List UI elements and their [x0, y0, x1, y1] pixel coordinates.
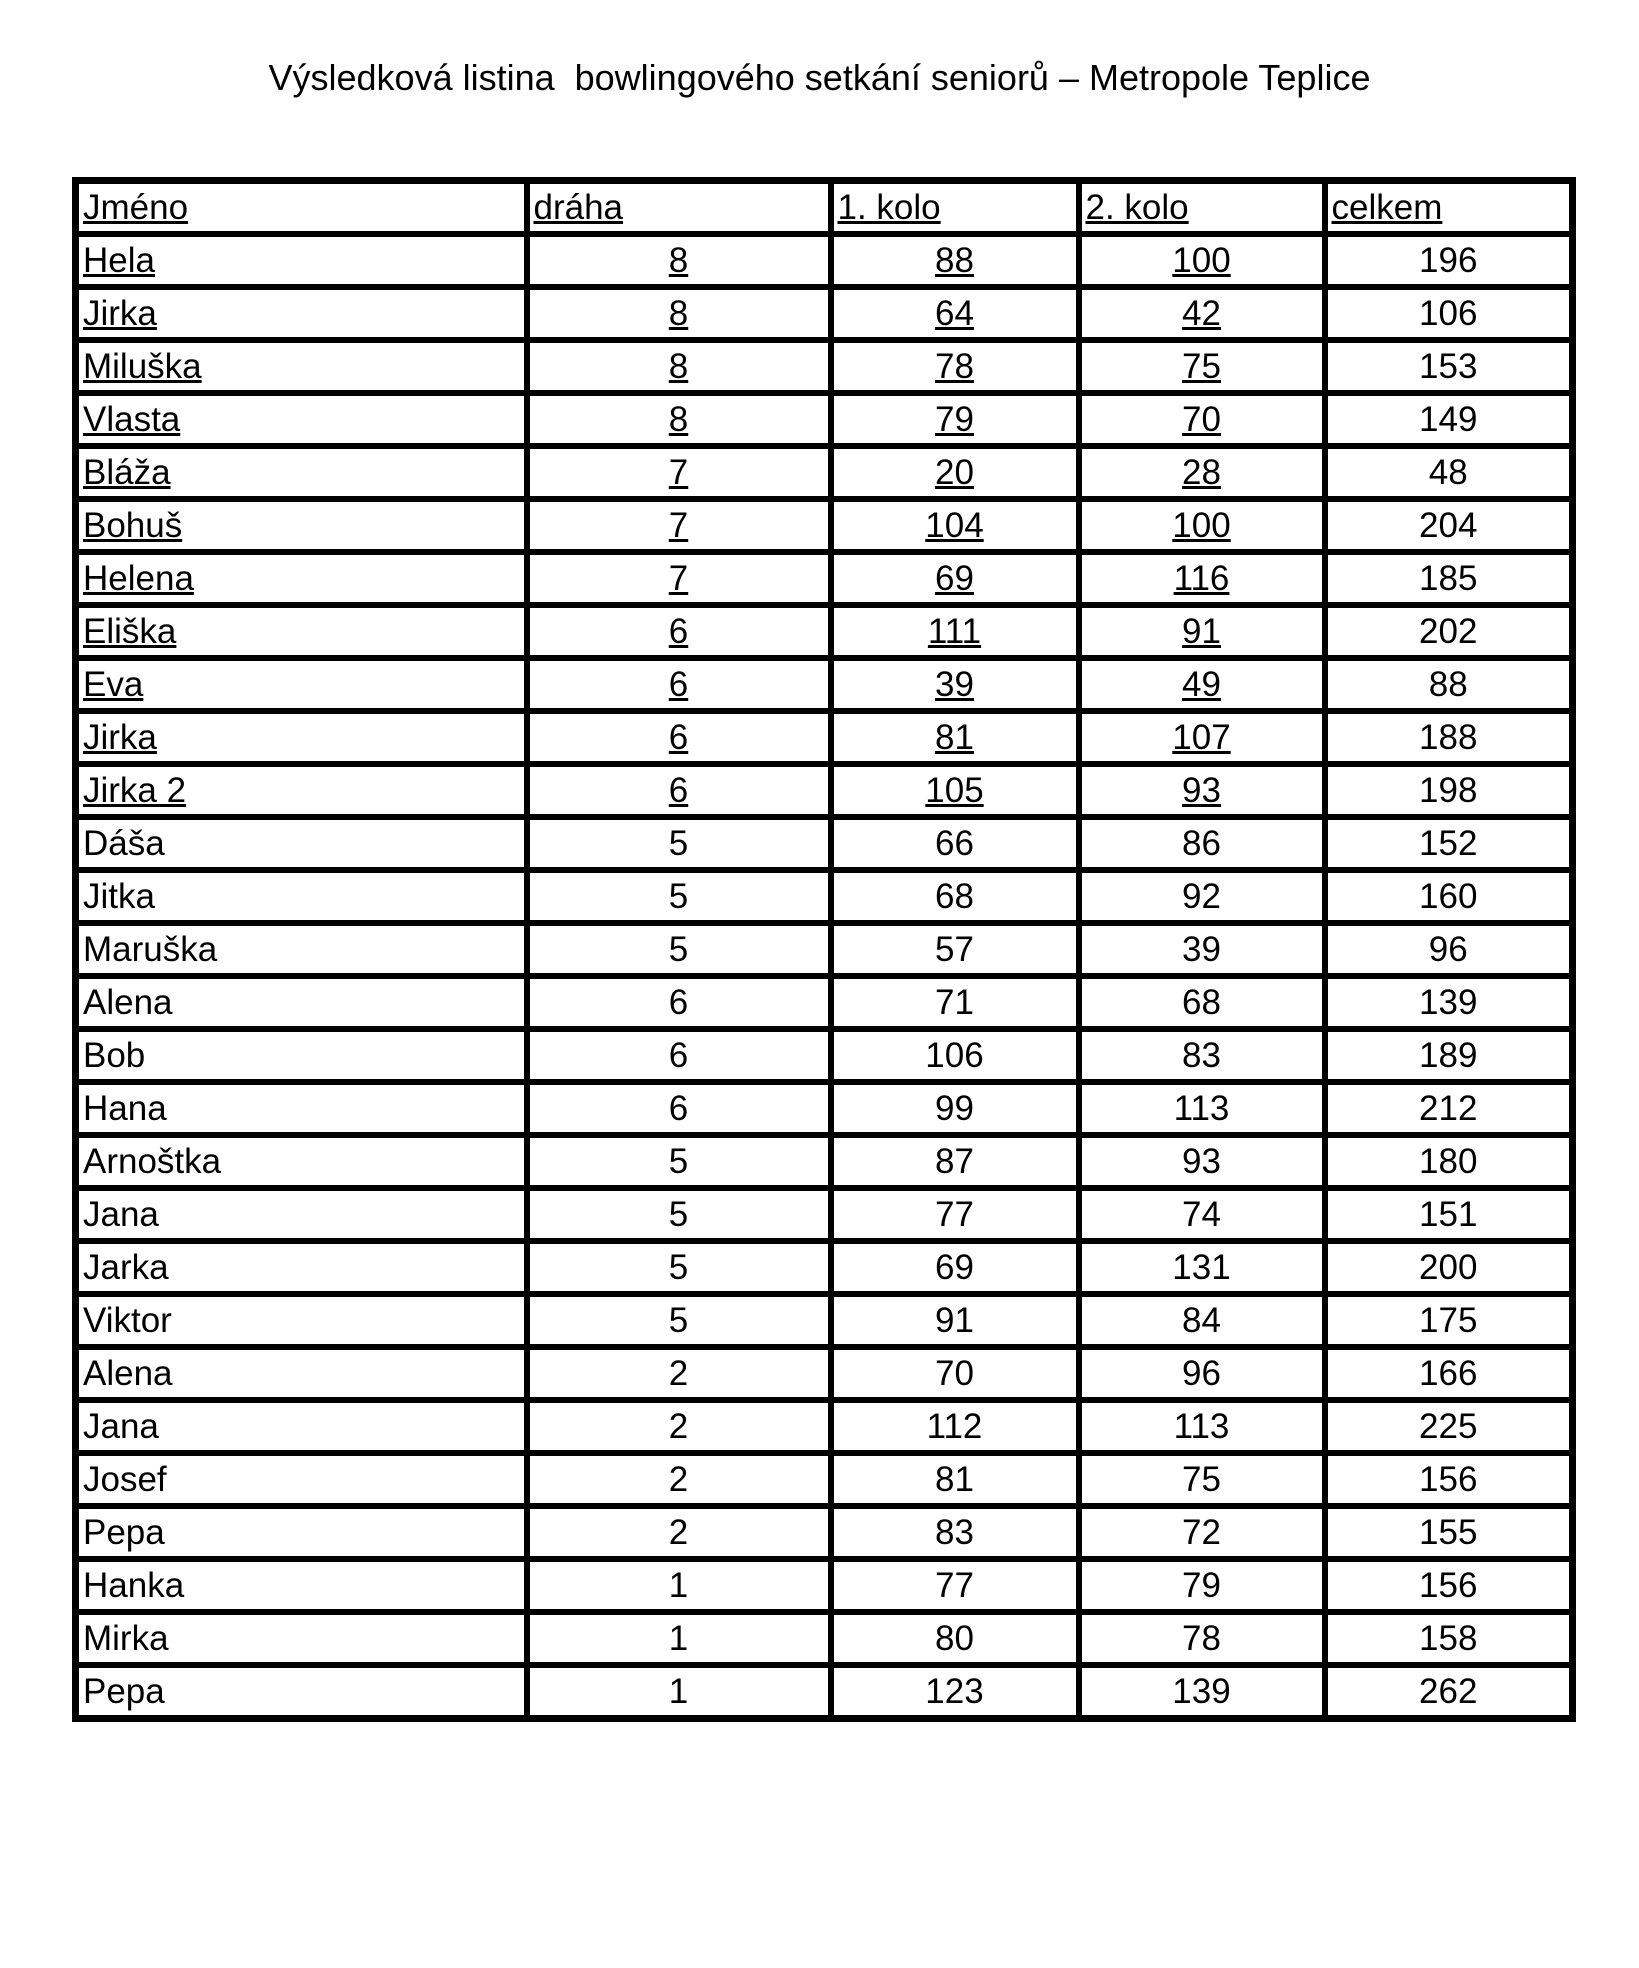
- cell-round-1: 79: [831, 393, 1079, 446]
- cell-name: Maruška: [76, 923, 527, 976]
- table-row: [76, 1294, 1573, 1347]
- cell-name: Hela: [76, 234, 527, 287]
- cell-name: Jarka: [76, 1241, 527, 1294]
- cell-total: 160: [1325, 870, 1573, 923]
- cell-round-1: 71: [831, 976, 1079, 1029]
- cell-round-1: 64: [831, 287, 1079, 340]
- cell-round-2: 78: [1079, 1612, 1325, 1665]
- table-row: [76, 1029, 1573, 1082]
- cell-lane: 8: [527, 340, 831, 393]
- cell-total: 204: [1325, 499, 1573, 552]
- cell-total: 106: [1325, 287, 1573, 340]
- cell-round-2: 72: [1079, 1506, 1325, 1559]
- cell-name: Miluška: [76, 340, 527, 393]
- cell-total: 180: [1325, 1135, 1573, 1188]
- cell-round-2: 68: [1079, 976, 1325, 1029]
- cell-name: Alena: [76, 1347, 527, 1400]
- cell-name: Jana: [76, 1188, 527, 1241]
- header-lane: dráha: [527, 181, 831, 235]
- cell-round-1: 105: [831, 764, 1079, 817]
- cell-name: Josef: [76, 1453, 527, 1506]
- cell-name: Bohuš: [76, 499, 527, 552]
- cell-lane: 5: [527, 1135, 831, 1188]
- cell-total: 139: [1325, 976, 1573, 1029]
- table-row: [76, 1241, 1573, 1294]
- cell-total: 188: [1325, 711, 1573, 764]
- cell-round-1: 106: [831, 1029, 1079, 1082]
- table-row: [76, 1559, 1573, 1612]
- cell-total: 158: [1325, 1612, 1573, 1665]
- cell-round-1: 104: [831, 499, 1079, 552]
- table-row: [76, 817, 1573, 870]
- cell-lane: 1: [527, 1559, 831, 1612]
- cell-round-2: 92: [1079, 870, 1325, 923]
- cell-name: Jirka: [76, 711, 527, 764]
- cell-total: 196: [1325, 234, 1573, 287]
- cell-round-1: 88: [831, 234, 1079, 287]
- cell-round-2: 91: [1079, 605, 1325, 658]
- cell-lane: 5: [527, 817, 831, 870]
- cell-name: Helena: [76, 552, 527, 605]
- cell-lane: 6: [527, 605, 831, 658]
- cell-total: 202: [1325, 605, 1573, 658]
- cell-round-2: 113: [1079, 1400, 1325, 1453]
- cell-total: 156: [1325, 1453, 1573, 1506]
- cell-lane: 5: [527, 870, 831, 923]
- cell-round-1: 112: [831, 1400, 1079, 1453]
- cell-total: 212: [1325, 1082, 1573, 1135]
- cell-round-1: 123: [831, 1665, 1079, 1719]
- cell-round-2: 93: [1079, 1135, 1325, 1188]
- cell-round-2: 49: [1079, 658, 1325, 711]
- cell-round-2: 74: [1079, 1188, 1325, 1241]
- header-round-2: 2. kolo: [1079, 181, 1325, 235]
- cell-name: Bláža: [76, 446, 527, 499]
- table-row: [76, 605, 1573, 658]
- cell-name: Eva: [76, 658, 527, 711]
- table-row: [76, 1188, 1573, 1241]
- cell-round-1: 66: [831, 817, 1079, 870]
- cell-round-2: 139: [1079, 1665, 1325, 1719]
- cell-total: 225: [1325, 1400, 1573, 1453]
- header-name: Jméno: [76, 181, 527, 235]
- cell-round-2: 79: [1079, 1559, 1325, 1612]
- document-title: Výsledková listina bowlingového setkání seniorů – Metropole Teplice: [268, 57, 1371, 98]
- cell-name: Viktor: [76, 1294, 527, 1347]
- cell-round-1: 99: [831, 1082, 1079, 1135]
- cell-lane: 7: [527, 499, 831, 552]
- cell-round-2: 86: [1079, 817, 1325, 870]
- cell-lane: 6: [527, 1082, 831, 1135]
- cell-round-1: 83: [831, 1506, 1079, 1559]
- table-row: [76, 1135, 1573, 1188]
- cell-round-1: 69: [831, 552, 1079, 605]
- cell-round-2: 28: [1079, 446, 1325, 499]
- cell-lane: 8: [527, 287, 831, 340]
- cell-name: Vlasta: [76, 393, 527, 446]
- cell-name: Alena: [76, 976, 527, 1029]
- cell-lane: 5: [527, 923, 831, 976]
- table-row: [76, 923, 1573, 976]
- cell-lane: 6: [527, 1029, 831, 1082]
- table-row: [76, 499, 1573, 552]
- cell-total: 185: [1325, 552, 1573, 605]
- table-row: [76, 1506, 1573, 1559]
- cell-total: 96: [1325, 923, 1573, 976]
- results-table: [72, 177, 1576, 1722]
- cell-total: 151: [1325, 1188, 1573, 1241]
- cell-name: Jana: [76, 1400, 527, 1453]
- cell-round-1: 57: [831, 923, 1079, 976]
- cell-total: 166: [1325, 1347, 1573, 1400]
- table-row: [76, 870, 1573, 923]
- cell-round-2: 107: [1079, 711, 1325, 764]
- cell-lane: 6: [527, 764, 831, 817]
- cell-round-2: 83: [1079, 1029, 1325, 1082]
- cell-lane: 8: [527, 393, 831, 446]
- cell-lane: 2: [527, 1347, 831, 1400]
- cell-lane: 5: [527, 1241, 831, 1294]
- cell-name: Hanka: [76, 1559, 527, 1612]
- table-header-row: [76, 181, 1573, 235]
- cell-round-1: 77: [831, 1559, 1079, 1612]
- cell-total: 155: [1325, 1506, 1573, 1559]
- cell-lane: 6: [527, 658, 831, 711]
- cell-round-1: 80: [831, 1612, 1079, 1665]
- table-row: [76, 976, 1573, 1029]
- cell-round-2: 70: [1079, 393, 1325, 446]
- cell-lane: 2: [527, 1453, 831, 1506]
- header-total: celkem: [1325, 181, 1573, 235]
- table-row: [76, 1612, 1573, 1665]
- cell-round-2: 93: [1079, 764, 1325, 817]
- cell-round-2: 75: [1079, 1453, 1325, 1506]
- table-row: [76, 711, 1573, 764]
- table-row: [76, 234, 1573, 287]
- cell-round-2: 39: [1079, 923, 1325, 976]
- cell-name: Dáša: [76, 817, 527, 870]
- cell-round-2: 75: [1079, 340, 1325, 393]
- cell-name: Pepa: [76, 1506, 527, 1559]
- cell-total: 88: [1325, 658, 1573, 711]
- table-body: [76, 234, 1573, 1719]
- cell-lane: 5: [527, 1294, 831, 1347]
- cell-lane: 1: [527, 1665, 831, 1719]
- cell-total: 48: [1325, 446, 1573, 499]
- table-row: [76, 1400, 1573, 1453]
- cell-round-1: 91: [831, 1294, 1079, 1347]
- cell-name: Arnoštka: [76, 1135, 527, 1188]
- table-row: [76, 1347, 1573, 1400]
- cell-lane: 7: [527, 552, 831, 605]
- cell-lane: 5: [527, 1188, 831, 1241]
- cell-total: 198: [1325, 764, 1573, 817]
- cell-round-2: 113: [1079, 1082, 1325, 1135]
- cell-lane: 1: [527, 1612, 831, 1665]
- cell-round-2: 42: [1079, 287, 1325, 340]
- cell-name: Mirka: [76, 1612, 527, 1665]
- cell-lane: 6: [527, 711, 831, 764]
- table-row: [76, 658, 1573, 711]
- cell-round-2: 96: [1079, 1347, 1325, 1400]
- table-row: [76, 1665, 1573, 1719]
- cell-total: 262: [1325, 1665, 1573, 1719]
- cell-total: 175: [1325, 1294, 1573, 1347]
- cell-total: 200: [1325, 1241, 1573, 1294]
- cell-total: 156: [1325, 1559, 1573, 1612]
- cell-round-1: 68: [831, 870, 1079, 923]
- header-round-1: 1. kolo: [831, 181, 1079, 235]
- cell-round-1: 69: [831, 1241, 1079, 1294]
- cell-round-2: 116: [1079, 552, 1325, 605]
- cell-round-2: 131: [1079, 1241, 1325, 1294]
- table-row: [76, 1453, 1573, 1506]
- cell-round-1: 70: [831, 1347, 1079, 1400]
- cell-name: Eliška: [76, 605, 527, 658]
- table-row: [76, 446, 1573, 499]
- cell-lane: 2: [527, 1506, 831, 1559]
- cell-total: 189: [1325, 1029, 1573, 1082]
- table-row: [76, 764, 1573, 817]
- cell-total: 153: [1325, 340, 1573, 393]
- cell-lane: 6: [527, 976, 831, 1029]
- table-row: [76, 1082, 1573, 1135]
- cell-round-1: 111: [831, 605, 1079, 658]
- cell-round-2: 100: [1079, 234, 1325, 287]
- cell-name: Hana: [76, 1082, 527, 1135]
- cell-name: Bob: [76, 1029, 527, 1082]
- cell-round-1: 87: [831, 1135, 1079, 1188]
- table-row: [76, 287, 1573, 340]
- cell-name: Jirka: [76, 287, 527, 340]
- cell-round-1: 78: [831, 340, 1079, 393]
- cell-name: Jitka: [76, 870, 527, 923]
- table-row: [76, 393, 1573, 446]
- cell-round-1: 81: [831, 1453, 1079, 1506]
- table-row: [76, 552, 1573, 605]
- cell-round-2: 84: [1079, 1294, 1325, 1347]
- cell-round-1: 39: [831, 658, 1079, 711]
- cell-round-1: 81: [831, 711, 1079, 764]
- table-row: [76, 340, 1573, 393]
- cell-lane: 2: [527, 1400, 831, 1453]
- cell-total: 149: [1325, 393, 1573, 446]
- cell-lane: 7: [527, 446, 831, 499]
- cell-total: 152: [1325, 817, 1573, 870]
- cell-lane: 8: [527, 234, 831, 287]
- cell-round-2: 100: [1079, 499, 1325, 552]
- cell-name: Pepa: [76, 1665, 527, 1719]
- cell-round-1: 20: [831, 446, 1079, 499]
- cell-name: Jirka 2: [76, 764, 527, 817]
- cell-round-1: 77: [831, 1188, 1079, 1241]
